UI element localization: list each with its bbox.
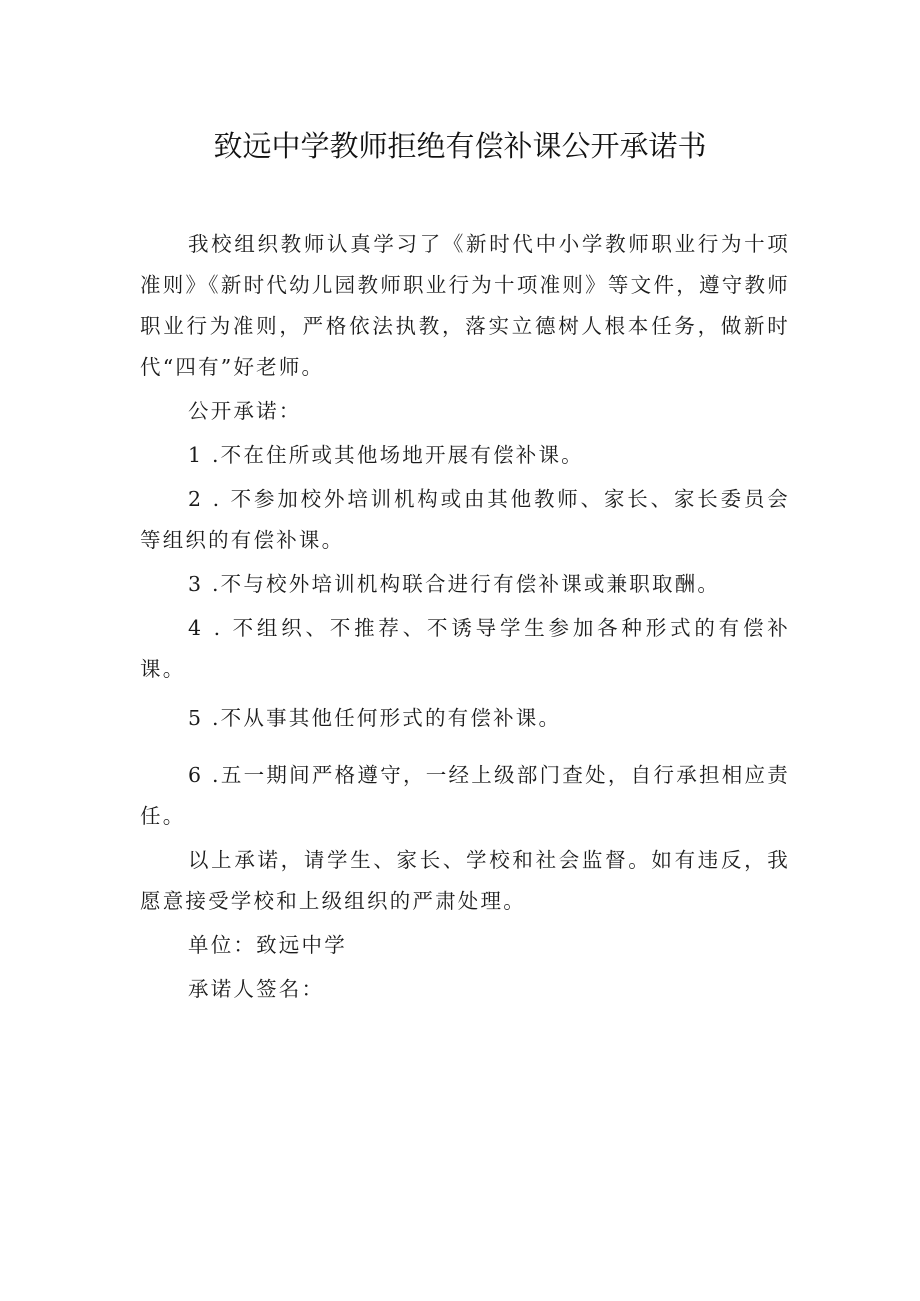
promise-item-4: 4 . 不组织、不推荐、不诱导学生参加各种形式的有偿补课。 [140, 616, 790, 681]
unit-line: 单位：致远中学 [188, 933, 347, 957]
intro-paragraph: 我校组织教师认真学习了《新时代中小学教师职业行为十项准则》《新时代幼儿园教师职业行为十项准则》等文件，遵守教师职业行为准则，严格依法执教，落实立德树人根本任务，做新时代“四有”好老师。 [140, 232, 790, 379]
promise-item-5: 5 .不从事其他任何形式的有偿补课。 [188, 706, 562, 730]
promise-item-2: 2 . 不参加校外培训机构或由其他教师、家长、家长委员会等组织的有偿补课。 [140, 487, 790, 552]
document-title: 致远中学教师拒绝有偿补课公开承诺书 [213, 129, 707, 163]
document-body [140, 224, 790, 1010]
signature-line: 承诺人签名： [188, 977, 325, 1001]
closing-paragraph: 以上承诺，请学生、家长、学校和社会监督。如有违反，我愿意接受学校和上级组织的严肃处理。 [140, 848, 790, 913]
promise-item-6: 6 .五一期间严格遵守，一经上级部门查处，自行承担相应责任。 [140, 763, 790, 828]
promise-heading: 公开承诺： [188, 399, 302, 423]
promise-item-3: 3 .不与校外培训机构联合进行有偿补课或兼职取酬。 [188, 572, 721, 596]
promise-item-1: 1 .不在住所或其他场地开展有偿补课。 [188, 443, 584, 467]
